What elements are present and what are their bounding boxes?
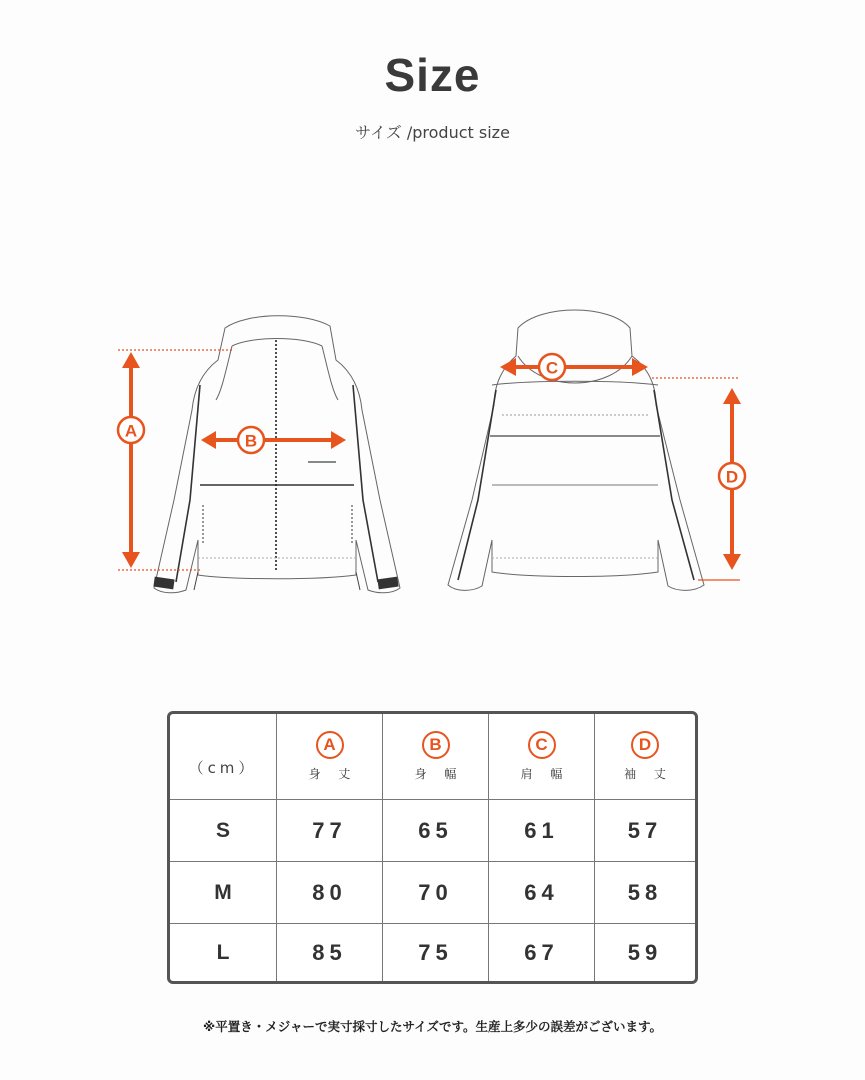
column-header-b: [383, 714, 489, 800]
jacket-illustration: [0, 300, 865, 600]
value-cell: [595, 862, 695, 924]
value-cell: [595, 800, 695, 862]
column-header-d: [595, 714, 695, 800]
jacket-front-drawing: [153, 316, 400, 593]
page-subtitle: サイズ /product size: [355, 123, 510, 142]
value-cell: [489, 924, 595, 981]
value-cell: [383, 800, 489, 862]
value-cell: [383, 924, 489, 981]
column-header-a: [277, 714, 383, 800]
value: 59: [627, 939, 663, 965]
marker-d-label: D: [725, 467, 739, 487]
column-label: 袖 丈: [624, 767, 673, 781]
value: 58: [627, 879, 663, 905]
size-table: [167, 711, 698, 984]
marker-d-badge: D: [631, 731, 659, 759]
value: 61: [524, 817, 559, 843]
marker-a-badge: A: [316, 731, 344, 759]
measure-d-arrow: [652, 378, 745, 580]
value-cell: [383, 862, 489, 924]
value: 75: [418, 939, 453, 965]
value: 85: [312, 939, 347, 965]
size-label: S: [215, 818, 230, 842]
row-size-m: [170, 862, 277, 924]
column-label: 肩 幅: [520, 767, 570, 781]
value-cell: [595, 924, 695, 981]
row-size-s: [170, 800, 277, 862]
page-title: Size: [384, 49, 481, 101]
value: 80: [312, 879, 347, 905]
value-cell: [277, 800, 383, 862]
value: 77: [312, 817, 347, 843]
marker-a-label: A: [124, 421, 138, 441]
row-size-l: [170, 924, 277, 981]
unit-header-cell: [170, 714, 277, 800]
marker-c-label: C: [545, 358, 559, 378]
column-header-c: [489, 714, 595, 800]
value: 57: [627, 817, 663, 843]
value-cell: [489, 800, 595, 862]
size-label: L: [216, 940, 230, 964]
value: 70: [418, 879, 453, 905]
marker-c-badge: C: [528, 731, 556, 759]
size-label: M: [214, 880, 232, 904]
value: 64: [524, 879, 559, 905]
jacket-back-drawing: [448, 310, 704, 590]
value: 65: [418, 817, 453, 843]
column-label: 身 丈: [308, 767, 358, 781]
measure-c-arrow: [500, 354, 648, 380]
value: 67: [524, 939, 559, 965]
marker-b-badge: B: [422, 731, 450, 759]
column-label: 身 幅: [414, 767, 464, 781]
marker-b-label: B: [244, 431, 258, 451]
value-cell: [277, 924, 383, 981]
measure-b-arrow: [201, 427, 346, 453]
measure-a-arrow: [118, 350, 232, 570]
unit-label: （cm）: [188, 759, 258, 777]
value-cell: [277, 862, 383, 924]
value-cell: [489, 862, 595, 924]
measurement-note: ※平置き・メジャーで実寸採寸したサイズです。生産上多少の誤差がございます。: [203, 1019, 662, 1034]
